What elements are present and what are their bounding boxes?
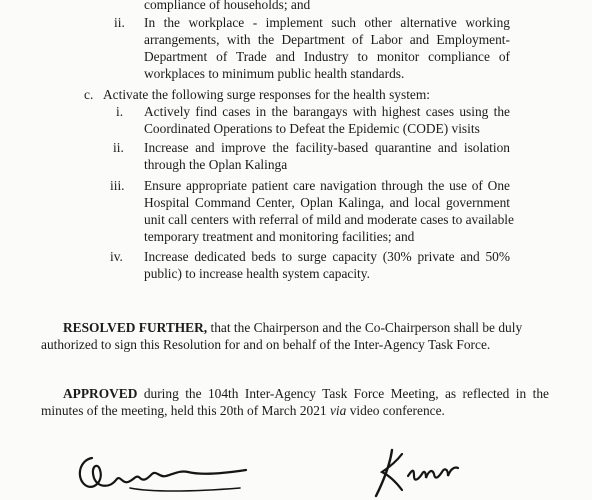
approved-line-2-post: video conference.: [349, 403, 445, 418]
item-c-iv-numeral: iv.: [110, 249, 123, 264]
item-c-iii-line-3: unit call centers with referral of mild and moderate cases to available: [144, 212, 514, 227]
signature-right: [368, 446, 478, 500]
item-c-iii-numeral: iii.: [110, 178, 125, 193]
item-c-iii-line-2: Hospital Command Center, Oplan Kalinga, and local government: [144, 195, 510, 210]
resolved-further-rest: that the Chairperson and the Co-Chairperson shall be duly: [210, 320, 523, 335]
item-c-ii-line-1: Increase and improve the facility-based quarantine and isolation: [144, 140, 510, 155]
approved-line-2-pre: minutes of the meeting, held this 20th of March 2021: [41, 403, 327, 418]
item-c-i-line-2: Coordinated Operations to Defeat the Epidemic (CODE) visits: [144, 121, 480, 136]
item-b-ii-line-3: Department of Trade and Industry to monitor compliance of: [144, 49, 510, 64]
item-c-text: Activate the following surge responses for the health system:: [103, 87, 431, 102]
resolved-further-line-1: [63, 319, 523, 336]
item-c-ii-numeral: ii.: [113, 140, 124, 155]
item-b-ii-numeral: ii.: [114, 15, 125, 30]
approved-line-2: [41, 402, 445, 419]
item-b-ii-line-4: workplaces to minimum public health standards.: [144, 66, 405, 81]
resolved-further-line-2: authorized to sign this Resolution for and on behalf of the Inter-Agency Task Force.: [41, 337, 491, 352]
item-c-iv-line-1: Increase dedicated beds to surge capacity (30% private and 50%: [144, 249, 510, 264]
item-c-ii-line-2: through the Oplan Kalinga: [144, 157, 288, 172]
signature-left: [70, 448, 250, 500]
item-c-i-line-1: Actively find cases in the barangays with highest cases using the: [144, 104, 510, 119]
item-c-iv-line-2: public) to increase health system capacity.: [144, 266, 370, 281]
item-c-iii-line-1: Ensure appropriate patient care navigation through the use of One: [144, 178, 510, 193]
resolved-further-lead: RESOLVED FURTHER,: [63, 320, 208, 335]
item-b-i-tail: compliance of households; and: [144, 0, 311, 12]
approved-rest: during the 104th Inter-Agency Task Force Meeting, as reflected in the: [143, 386, 549, 401]
item-b-ii-line-1: In the workplace - implement such other alternative working: [144, 15, 510, 30]
approved-via: via: [329, 403, 347, 418]
item-c-i-numeral: i.: [116, 104, 124, 119]
approved-lead: APPROVED: [63, 386, 138, 401]
item-b-ii-line-2: arrangements, with the Department of Labor and Employment-: [144, 32, 510, 47]
item-c-letter: c.: [84, 87, 94, 102]
item-c-iii-line-4: temporary treatment and monitoring facilities; and: [144, 229, 415, 244]
approved-line-1: [63, 385, 549, 402]
